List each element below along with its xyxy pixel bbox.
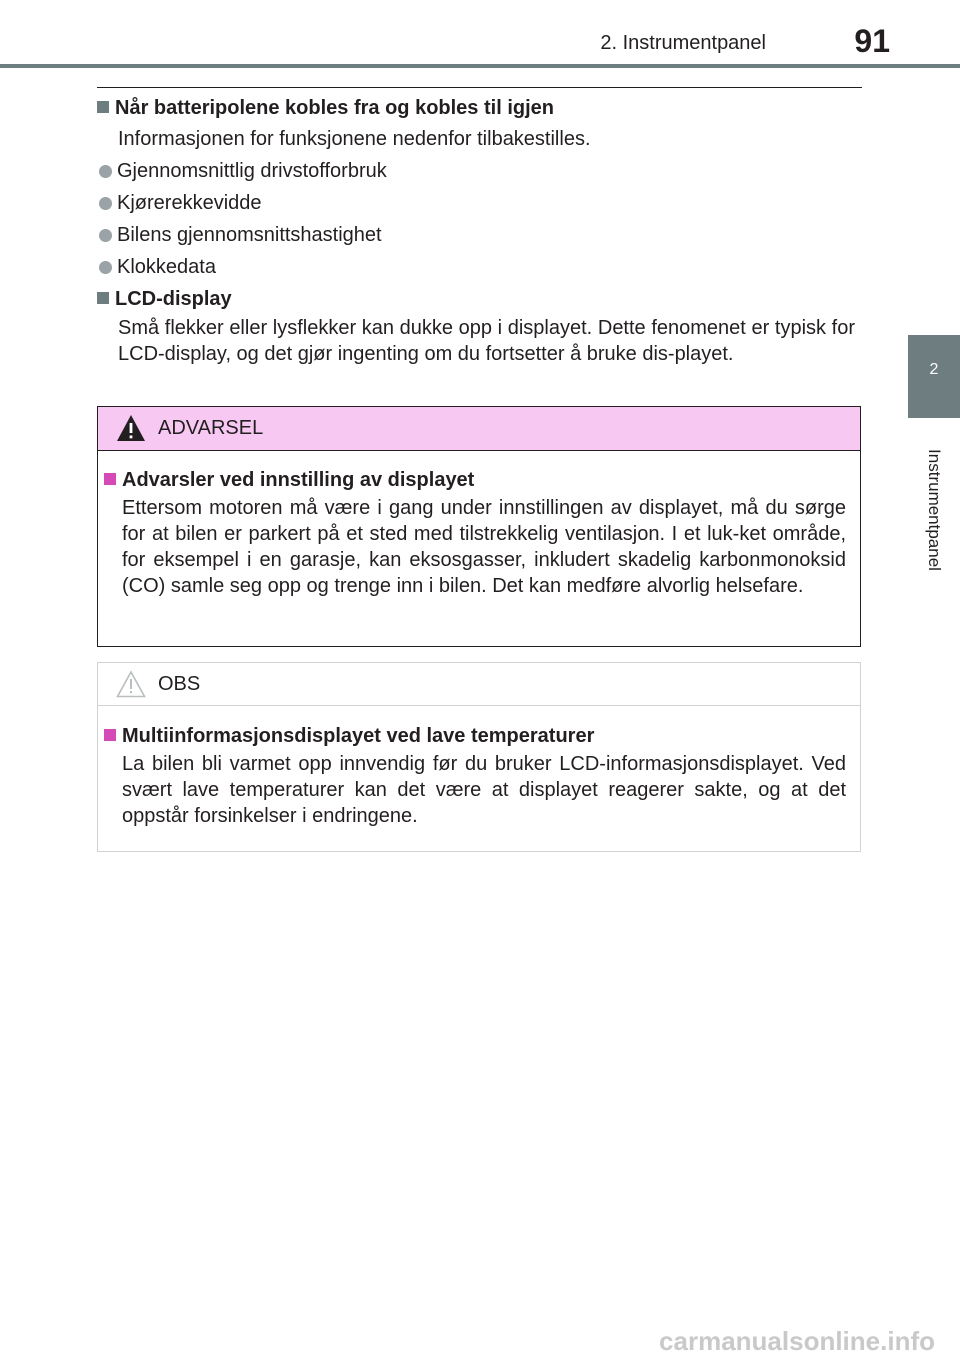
section-title-lcd: [97, 287, 232, 311]
warning-text: Ettersom motoren må være i gang under innstillingen av displayet, må du sørge for at bilen er parkert på et sted med tilstrekkelig ventilasjon. I et luk-ket område, for eksempel i en garasje, kan eksosgasser, inkludert skadelig karbonmonoksid (CO) samle seg opp og trenge inn i bilen. Det kan medføre alvorlig helsefare.: [122, 497, 846, 597]
section-text-battery: Informasjonen for funksjonene nedenfor tilbakestilles.: [118, 128, 591, 150]
list-item: [97, 159, 387, 183]
section-marker-icon: [104, 473, 116, 485]
notice-text: La bilen bli varmet opp innvendig før du bruker LCD-informasjonsdisplayet. Ved svært lave temperaturer kan det være at displayet reagerer sakte, og at det oppstår forsinkelser i endringene.: [122, 753, 846, 827]
warning-box: [97, 406, 861, 647]
list-item-text: Klokkedata: [117, 256, 216, 278]
notice-title: [104, 724, 594, 748]
section-title-text: LCD-display: [115, 288, 232, 310]
section-marker-icon: [97, 101, 109, 113]
header-rule: [0, 64, 960, 68]
list-item-text: Gjennomsnittlig drivstofforbruk: [117, 160, 387, 182]
watermark: carmanualsonline.info: [659, 1326, 935, 1356]
notice-label: OBS: [158, 673, 201, 695]
chapter-tab-label: Instrumentpanel: [925, 449, 944, 571]
warning-triangle-icon: [116, 414, 146, 442]
content-top-rule: [97, 87, 862, 88]
section-marker-icon: [104, 729, 116, 741]
bullet-icon: [99, 165, 112, 178]
list-item-text: Bilens gjennomsnittshastighet: [117, 224, 382, 246]
notice-title-text: Multiinformasjonsdisplayet ved lave temperaturer: [122, 725, 595, 747]
warning-label: ADVARSEL: [158, 417, 264, 439]
section-title-battery: [97, 96, 554, 120]
list-item: [97, 191, 262, 215]
list-item: [97, 223, 382, 247]
section-marker-icon: [97, 292, 109, 304]
bullet-icon: [99, 261, 112, 274]
list-item-text: Kjørerekkevidde: [117, 192, 262, 214]
page-number: 91: [854, 23, 890, 59]
warning-title-text: Advarsler ved innstilling av displayet: [122, 469, 475, 491]
section-text-lcd: Små flekker eller lysflekker kan dukke opp i displayet. Dette fenomenet er typisk for LCD-display, og det gjør ingenting om du fortsetter å bruke dis-playet.: [118, 317, 855, 365]
warning-title: [104, 468, 474, 492]
section-title-text: Når batteripolene kobles fra og kobles til igjen: [115, 97, 554, 119]
list-item: [97, 255, 216, 279]
chapter-tab-number: 2: [929, 361, 939, 378]
chapter-title: 2. Instrumentpanel: [600, 32, 766, 54]
notice-box: [97, 662, 861, 852]
notice-box-header: [98, 663, 860, 706]
bullet-icon: [99, 229, 112, 242]
caution-triangle-outline-icon: [116, 670, 146, 698]
bullet-icon: [99, 197, 112, 210]
warning-box-header: [98, 407, 860, 451]
